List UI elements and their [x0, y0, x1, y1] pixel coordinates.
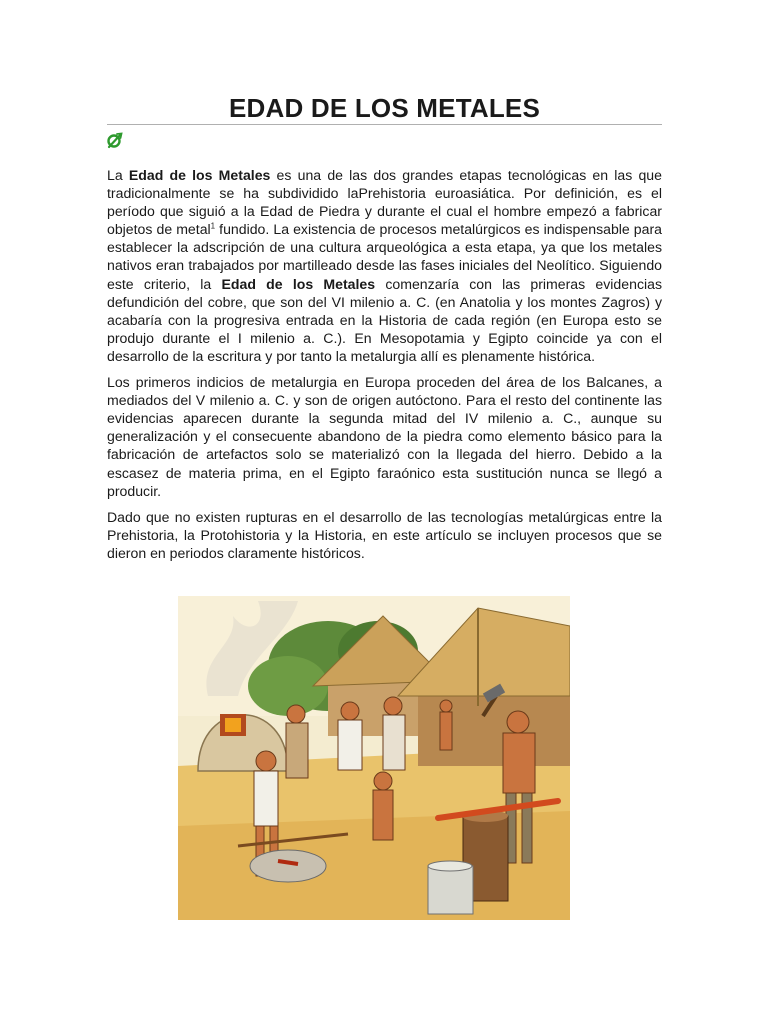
green-check-icon	[106, 131, 124, 149]
text-run: fundido. La existencia de procesos metalúrgicos es indispensable para establecer la adscripción de una cultura arqueológica a esta etapa, ya que los metales nativos eran trabajados por martilleado desde las fases iniciales del Neolítico. Siguiendo este criterio, la	[107, 221, 663, 292]
prehistoric-metallurgy-illustration	[178, 596, 570, 920]
paragraph-1	[107, 166, 662, 365]
bold-term: Edad de los Metales	[221, 275, 376, 292]
footnote-ref[interactable]: 1	[210, 221, 216, 231]
page-title: EDAD DE LOS METALES	[228, 93, 540, 123]
paragraph-2: Los primeros indicios de metalurgia en Europa proceden del área de los Balcanes, a mediados del V milenio a. C. y son de origen autóctono. Para el resto del continente las evidencias aparecen durante la segunda mitad del IV milenio a. C., aunque su generalización y el consecuente abandono de la piedra como elemento básico para la fabricación de artefactos solo se materializó con la llegada del hierro. Debido a la escasez de materia prima, en el Egipto faraónico esta sustitución nunca se llegó a producir.	[107, 374, 662, 499]
title-divider	[107, 124, 662, 125]
article-body	[107, 166, 662, 570]
bold-term: Edad de los Metales	[128, 167, 271, 183]
text-run: comenzaría con las primeras evidencias defundición del cobre, que son del VI milenio a. C. (en Anatolia y los montes Zagros) y acabaría con la progresiva entrada en la Historia de cada región (en Europa esto se produjo durante el I milenio a. C.). En Mesopotamia y Egipto coincide ya con el desarrollo de la escritura y por tanto la metalurgia allí es plenamente histórica.	[107, 275, 663, 364]
paragraph-3: Dado que no existen rupturas en el desarrollo de las tecnologías metalúrgicas entre la Prehistoria, la Protohistoria y la Historia, en este artículo se incluyen procesos que se dieron en periodos claramente históricos.	[107, 508, 662, 561]
text-run: es una de las dos grandes etapas tecnológicas en las que tradicionalmente se ha subdividido laPrehistoria euroasiática. Por definición, es el período que siguió a la Edad de Piedra y durante el cual el hombre empezó a fabricar objetos de metal	[107, 167, 662, 238]
text-run: La	[107, 167, 129, 183]
